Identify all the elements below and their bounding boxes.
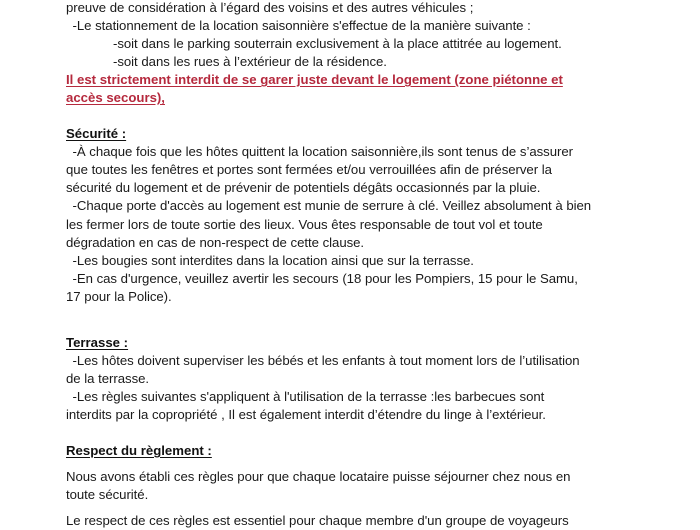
section-securite: [66, 125, 632, 305]
parking-continued-line: preuve de considération à l’égard des voisins et des autres véhicules ;: [66, 0, 474, 15]
securite-heading: Sécurité :: [66, 126, 127, 142]
document-body: [66, 0, 632, 530]
spacer-between-respect-paragraphs: [66, 504, 632, 512]
spacer-after-securite: [66, 306, 632, 334]
securite-item2-line2: les fermer lors de toute sortie des lieux. Vous êtes responsable de tout vol et toute: [66, 216, 543, 232]
securite-item4-line1: -En cas d'urgence, veuillez avertir les secours (18 pour les Pompiers, 15 pour le Samu,: [72, 270, 578, 286]
spacer-after-respect-heading: [66, 460, 632, 468]
section-respect-reglement: [66, 442, 632, 530]
securite-item1-line2: que toutes les fenêtres et portes sont fermées et/ou verrouillées afin de préserver la: [66, 162, 552, 178]
securite-item2-line3: dégradation en cas de non-respect de cette clause.: [66, 234, 365, 250]
securite-item3-bougies: -Les bougies sont interdites dans la location ainsi que sur la terrasse.: [72, 252, 474, 268]
respect-heading-row: [66, 442, 632, 460]
securite-item1-line1: -À chaque fois que les hôtes quittent la location saisonnière,ils sont tenus de s’assurer: [72, 144, 573, 160]
parking-warning-line-1: Il est strictement interdit de se garer juste devant le logement (zone piétonne et: [66, 72, 563, 88]
securite-item1-line3: sécurité du logement et de prévenir de potentiels dégâts occasionnés par la pluie.: [66, 180, 541, 196]
spacer-after-terrasse: [66, 424, 632, 442]
section-terrasse: [66, 334, 632, 424]
spacer-after-parking: [66, 107, 632, 125]
terrasse-heading-row: [66, 334, 632, 352]
respect-para1-line2: toute sécurité.: [66, 487, 149, 503]
parking-warning-line-2: accès secours),: [66, 90, 165, 106]
parking-bullet-stationnement: -Le stationnement de la location saisonnière s'effectue de la manière suivante :: [72, 18, 531, 34]
securite-item2-line1: -Chaque porte d'accès au logement est munie de serrure à clé. Veillez absolument à bien: [72, 198, 592, 214]
securite-item4-line2: 17 pour la Police).: [66, 288, 172, 304]
terrasse-item1-line2: de la terrasse.: [66, 370, 150, 386]
terrasse-item1-line1: -Les hôtes doivent superviser les bébés et les enfants à tout moment lors de l’utilisation: [72, 352, 580, 368]
terrasse-item2-line1: -Les règles suivantes s'appliquent à l'utilisation de la terrasse :les barbecues sont: [72, 388, 545, 404]
respect-reglement-heading: Respect du règlement :: [66, 442, 212, 458]
securite-heading-row: [66, 125, 632, 143]
parking-subitem-souterrain: -soit dans le parking souterrain exclusivement à la place attitrée au logement.: [113, 36, 562, 52]
parking-subitem-rues: -soit dans les rues à l’extérieur de la résidence.: [113, 54, 387, 70]
section-parking: [66, 0, 632, 107]
terrasse-heading: Terrasse :: [66, 334, 129, 350]
respect-para2-line1-truncated: Le respect de ces règles est essentiel pour chaque membre d'un groupe de voyageurs: [66, 513, 569, 529]
respect-para1-line1: Nous avons établi ces règles pour que chaque locataire puisse séjourner chez nous en: [66, 469, 571, 485]
terrasse-item2-line2: interdits par la copropriété , Il est également interdit d’étendre du linge à l’extérieur.: [66, 406, 546, 422]
